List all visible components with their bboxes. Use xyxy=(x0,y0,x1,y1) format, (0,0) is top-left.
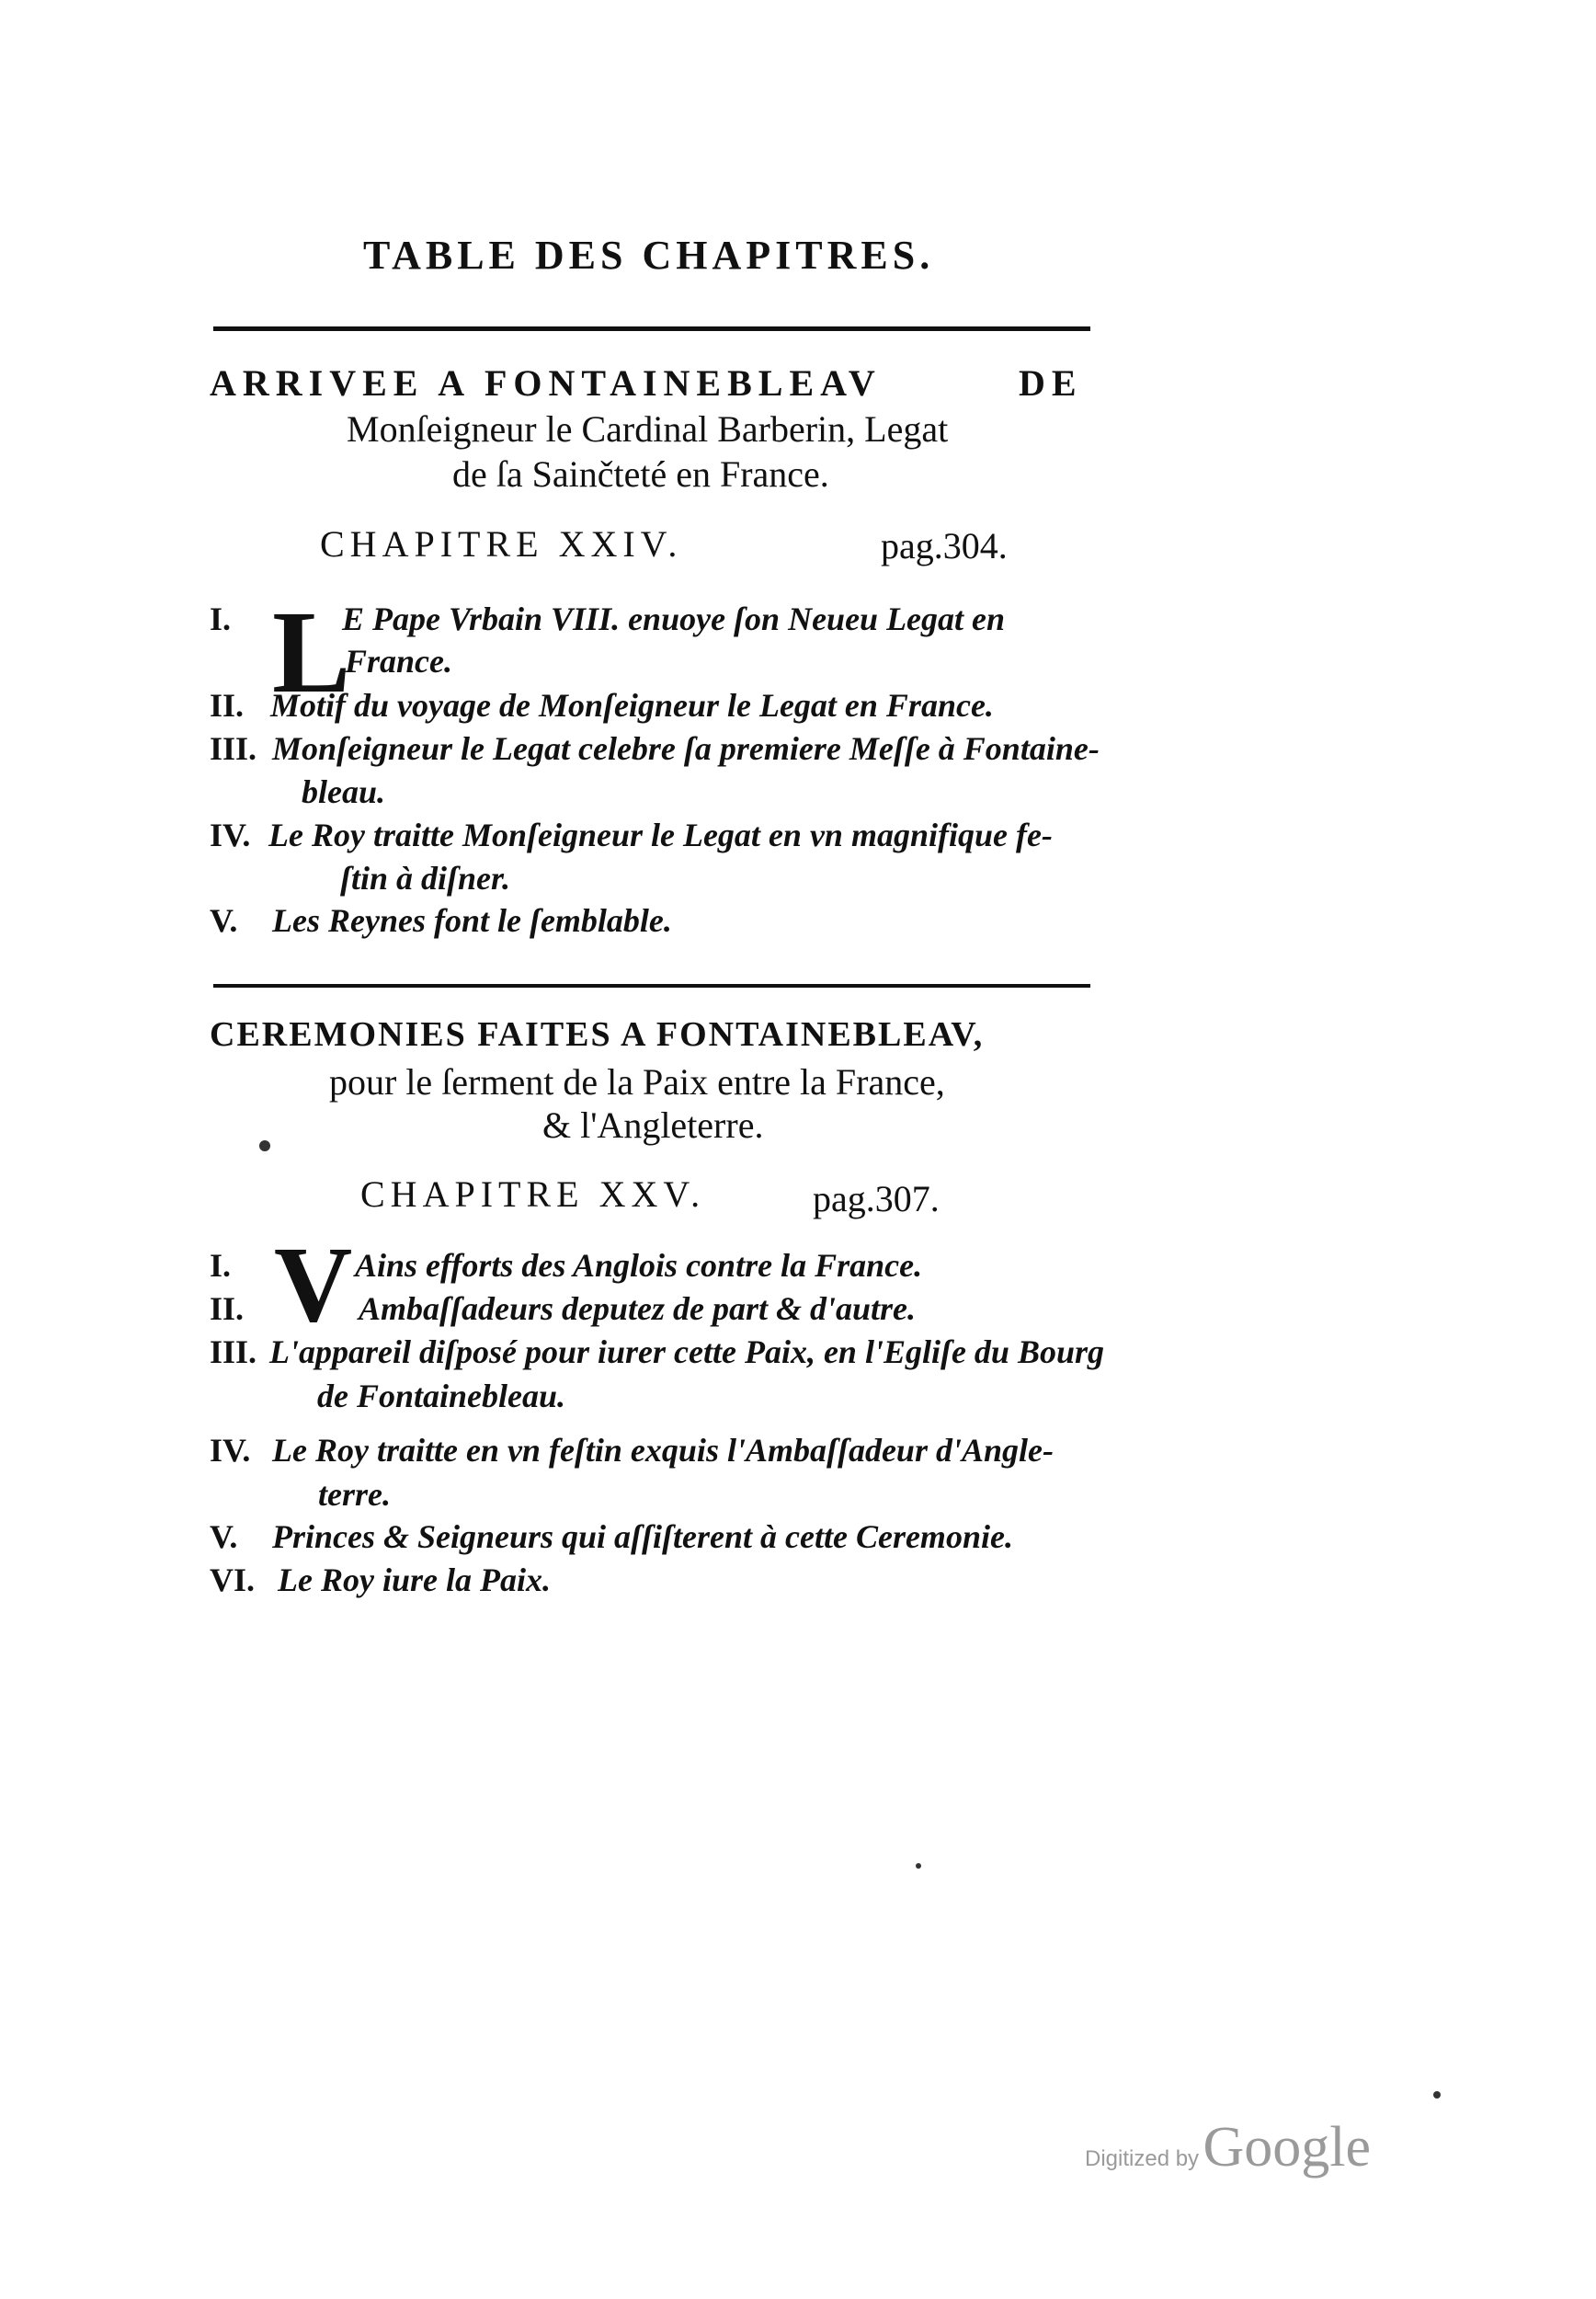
section1-title-right: DE xyxy=(1019,362,1083,404)
item-text: Monſeigneur le Legat celebre ſa premiere Meſſe à Fontaine- xyxy=(272,730,1100,767)
item-text: Princes & Seigneurs qui aſſiſterent à cette Ceremonie. xyxy=(272,1518,1013,1555)
watermark-prefix: Digitized by xyxy=(1085,2146,1200,2171)
item-text: Ains efforts des Anglois contre la France. xyxy=(355,1247,923,1284)
section-divider-rule xyxy=(213,984,1090,988)
section1-chapter: CHAPITRE XXIV. xyxy=(320,523,683,565)
section2-page-ref: pag.307. xyxy=(813,1178,940,1219)
section2-subtitle-line2: & l'Angleterre. xyxy=(542,1104,764,1146)
item-number: I. xyxy=(210,1247,232,1284)
item-text: Le Roy traitte Monſeigneur le Legat en vn magnifique fe- xyxy=(268,817,1053,853)
item-number: I. xyxy=(210,600,232,637)
section1-title xyxy=(210,361,1083,405)
item-text-continued: de Fontainebleau. xyxy=(317,1378,566,1414)
top-rule xyxy=(213,326,1090,331)
section2-chapter: CHAPITRE XXV. xyxy=(360,1173,706,1215)
section2-subtitle-line1: pour le ſerment de la Paix entre la France, xyxy=(329,1061,945,1103)
item-number: II. xyxy=(210,687,245,724)
google-watermark xyxy=(1085,2115,1371,2180)
item-number: IV. xyxy=(210,1432,251,1469)
section2-title: CEREMONIES FAITES A FONTAINEBLEAV, xyxy=(210,1015,985,1054)
item-text: Motif du voyage de Monſeigneur le Legat en France. xyxy=(270,687,994,724)
ink-speck xyxy=(916,1863,921,1869)
item-text: Le Roy traitte en vn feſtin exquis l'Ambaſſadeur d'Angle- xyxy=(272,1432,1054,1469)
running-head: TABLE DES CHAPITRES. xyxy=(363,233,935,278)
item-text-continued: terre. xyxy=(318,1476,391,1513)
google-logo: Google xyxy=(1203,2116,1372,2179)
section1-drop-cap: L xyxy=(272,587,351,717)
item-text: Le Roy iure la Paix. xyxy=(278,1561,551,1598)
item-number: II. xyxy=(210,1290,245,1327)
item-text: L'appareil diſposé pour iurer cette Paix, en l'Egliſe du Bourg xyxy=(269,1333,1104,1370)
item-text-continued: ſtin à diſner. xyxy=(340,860,511,897)
item-number: V. xyxy=(210,902,238,939)
ink-speck xyxy=(259,1140,270,1151)
item-number: IV. xyxy=(210,817,251,853)
ink-speck xyxy=(1433,2091,1441,2099)
item-text: Les Reynes font le ſemblable. xyxy=(272,902,672,939)
item-number: III. xyxy=(210,730,257,767)
section1-title-left: ARRIVEE A FONTAINEBLEAV xyxy=(210,362,882,404)
section1-subtitle-line2: de ſa Sainčteté en France. xyxy=(452,453,829,495)
item-number: III. xyxy=(210,1333,257,1370)
item-text-continued: bleau. xyxy=(302,773,386,810)
item-text: E Pape Vrbain VIII. enuoye ſon Neueu Legat en xyxy=(342,600,1006,637)
section2-drop-cap: V xyxy=(274,1224,353,1344)
section1-page-ref: pag.304. xyxy=(881,525,1008,566)
item-text-continued: France. xyxy=(345,643,452,680)
item-number: V. xyxy=(210,1518,238,1555)
item-text: Ambaſſadeurs deputez de part & d'autre. xyxy=(359,1290,917,1327)
item-number: VI. xyxy=(210,1561,256,1598)
section1-subtitle-line1: Monſeigneur le Cardinal Barberin, Legat xyxy=(347,408,949,450)
